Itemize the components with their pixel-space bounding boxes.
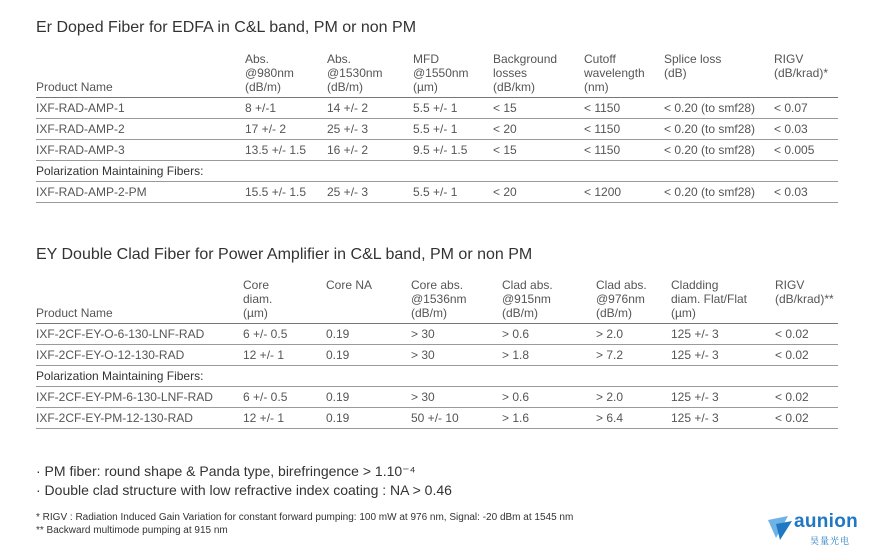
- header-line: losses: [493, 66, 528, 80]
- footnote-rigv: * RIGV : Radiation Induced Gain Variation for constant forward pumping: 100 mW at 976 nm, Signal: -20 dBm at 1545 nm: [36, 512, 574, 523]
- table-row: [36, 345, 838, 366]
- table-cell: 25 +/- 3: [327, 182, 413, 203]
- header-line: Product Name: [36, 306, 113, 320]
- table-cell: 0.19: [326, 324, 411, 345]
- header-line: (nm): [584, 80, 609, 94]
- col-abs-1530: [327, 52, 413, 98]
- table-cell: 17 +/- 2: [245, 119, 327, 140]
- table-cell: IXF-2CF-EY-PM-6-130-LNF-RAD: [36, 387, 243, 408]
- col-core-abs: [411, 278, 502, 324]
- table-header-row: [36, 52, 838, 98]
- table-cell: < 0.20 (to smf28): [664, 140, 774, 161]
- header-line: (dB/m): [596, 306, 632, 320]
- table-cell: > 1.6: [502, 408, 596, 429]
- pm-section-label: [36, 366, 838, 387]
- table-row: [36, 182, 838, 203]
- table-cell: 13.5 +/- 1.5: [245, 140, 327, 161]
- table-cell: < 0.20 (to smf28): [664, 98, 774, 119]
- header-line: MFD: [413, 52, 439, 66]
- col-abs-980: [245, 52, 327, 98]
- section2-title: EY Double Clad Fiber for Power Amplifier in C&L band, PM or non PM: [36, 246, 533, 263]
- header-line: diam.: [243, 292, 273, 306]
- table-cell: IXF-RAD-AMP-3: [36, 140, 245, 161]
- table-cell: 6 +/- 0.5: [243, 387, 326, 408]
- col-core-na: [326, 278, 411, 324]
- header-line: @1530nm: [327, 66, 383, 80]
- header-line: (µm): [243, 306, 268, 320]
- header-line: [775, 306, 834, 320]
- header-line: RIGV: [774, 52, 804, 66]
- table-cell: 6 +/- 0.5: [243, 324, 326, 345]
- header-line: Background: [493, 52, 558, 66]
- ey-double-clad-table: [36, 278, 838, 429]
- table-cell: < 0.02: [775, 324, 838, 345]
- table-cell: < 0.02: [775, 345, 838, 366]
- table-cell: > 30: [411, 387, 502, 408]
- table-cell: 5.5 +/- 1: [413, 119, 493, 140]
- table-cell: < 0.20 (to smf28): [664, 119, 774, 140]
- header-line: Product Name: [36, 80, 113, 94]
- table-cell: Polarization Maintaining Fibers:: [36, 366, 838, 387]
- header-line: (dB/krad)*: [774, 66, 829, 80]
- table-cell: 15.5 +/- 1.5: [245, 182, 327, 203]
- table-cell: IXF-2CF-EY-PM-12-130-RAD: [36, 408, 243, 429]
- table-cell: > 7.2: [596, 345, 671, 366]
- table-cell: < 0.02: [775, 387, 838, 408]
- col-clad-abs-976: [596, 278, 671, 324]
- table-cell: 0.19: [326, 345, 411, 366]
- header-line: Core abs.: [411, 278, 464, 292]
- table-row: [36, 140, 838, 161]
- footnotes: [36, 511, 573, 537]
- pm-section-label: [36, 161, 838, 182]
- logo-wordmark: aunion: [794, 511, 859, 532]
- table-cell: 12 +/- 1: [243, 345, 326, 366]
- table-row: [36, 119, 838, 140]
- table-cell: < 15: [493, 98, 584, 119]
- header-line: (µm): [671, 306, 696, 320]
- col-clad-abs-915: [502, 278, 596, 324]
- col-mfd: [413, 52, 493, 98]
- header-line: Abs.: [327, 52, 352, 66]
- table-cell: IXF-RAD-AMP-1: [36, 98, 245, 119]
- aunion-logo: [766, 510, 866, 546]
- col-product-name: [36, 278, 243, 324]
- note-pm-fiber: · PM fiber: round shape & Panda type, birefringence > 1.10⁻⁴: [36, 463, 416, 479]
- table-cell: 14 +/- 2: [327, 98, 413, 119]
- table-cell: < 0.03: [774, 182, 838, 203]
- table-cell: IXF-2CF-EY-O-12-130-RAD: [36, 345, 243, 366]
- col-background-losses: [493, 52, 584, 98]
- table-cell: 125 +/- 3: [671, 408, 775, 429]
- table-row: [36, 324, 838, 345]
- header-line: @915nm: [502, 292, 551, 306]
- table-cell: 8 +/-1: [245, 98, 327, 119]
- col-core-diam: [243, 278, 326, 324]
- header-line: (dB/m): [245, 80, 281, 94]
- header-line: Core: [243, 278, 270, 292]
- table-cell: 0.19: [326, 387, 411, 408]
- table-cell: 125 +/- 3: [671, 324, 775, 345]
- table-cell: > 0.6: [502, 387, 596, 408]
- table-cell: IXF-RAD-AMP-2: [36, 119, 245, 140]
- header-line: (dB/m): [411, 306, 447, 320]
- table-cell: < 1150: [584, 98, 664, 119]
- header-line: Clad abs.: [596, 278, 647, 292]
- header-line: @1536nm: [411, 292, 467, 306]
- header-line: Cutoff: [584, 52, 616, 66]
- table-cell: 50 +/- 10: [411, 408, 502, 429]
- table-row: [36, 408, 838, 429]
- header-line: (dB): [664, 66, 687, 80]
- header-line: Abs.: [245, 52, 270, 66]
- header-line: [664, 80, 770, 94]
- table-cell: < 0.03: [774, 119, 838, 140]
- header-line: (dB/m): [502, 306, 538, 320]
- header-line: Core NA: [326, 278, 373, 292]
- table-cell: < 20: [493, 182, 584, 203]
- col-rigv: [774, 52, 838, 98]
- table-cell: > 2.0: [596, 387, 671, 408]
- table-cell: 16 +/- 2: [327, 140, 413, 161]
- col-cladding-diam: [671, 278, 775, 324]
- table-cell: 125 +/- 3: [671, 345, 775, 366]
- table-cell: IXF-RAD-AMP-2-PM: [36, 182, 245, 203]
- table-cell: < 20: [493, 119, 584, 140]
- table-cell: < 1150: [584, 140, 664, 161]
- table-row: [36, 98, 838, 119]
- table-cell: > 2.0: [596, 324, 671, 345]
- header-line: @976nm: [596, 292, 645, 306]
- table-cell: Polarization Maintaining Fibers:: [36, 161, 838, 182]
- col-rigv: [775, 278, 838, 324]
- header-line: diam. Flat/Flat: [671, 292, 748, 306]
- table-cell: > 0.6: [502, 324, 596, 345]
- table-cell: < 0.07: [774, 98, 838, 119]
- table-cell: 5.5 +/- 1: [413, 98, 493, 119]
- table-cell: 25 +/- 3: [327, 119, 413, 140]
- table-cell: < 0.005: [774, 140, 838, 161]
- header-line: RIGV: [775, 278, 805, 292]
- footnote-pumping: ** Backward multimode pumping at 915 nm: [36, 525, 228, 536]
- edfa-table: [36, 52, 838, 203]
- header-line: wavelength: [584, 66, 645, 80]
- table-cell: 125 +/- 3: [671, 387, 775, 408]
- header-line: (dB/m): [327, 80, 363, 94]
- col-product-name: [36, 52, 245, 98]
- table-cell: 12 +/- 1: [243, 408, 326, 429]
- table-cell: IXF-2CF-EY-O-6-130-LNF-RAD: [36, 324, 243, 345]
- col-cutoff: [584, 52, 664, 98]
- table-row: [36, 387, 838, 408]
- table-cell: > 1.8: [502, 345, 596, 366]
- table-cell: < 1150: [584, 119, 664, 140]
- note-double-clad: · Double clad structure with low refractive index coating : NA > 0.46: [36, 482, 452, 498]
- table-cell: < 1200: [584, 182, 664, 203]
- logo-subtitle: 昊量光电: [810, 536, 851, 546]
- table-cell: 5.5 +/- 1: [413, 182, 493, 203]
- table-cell: > 30: [411, 345, 502, 366]
- table-cell: 9.5 +/- 1.5: [413, 140, 493, 161]
- header-line: Clad abs.: [502, 278, 553, 292]
- header-line: @1550nm: [413, 66, 469, 80]
- header-line: Cladding: [671, 278, 719, 292]
- header-line: Splice loss: [664, 52, 722, 66]
- col-splice-loss: [664, 52, 774, 98]
- table-cell: > 6.4: [596, 408, 671, 429]
- header-line: @980nm: [245, 66, 294, 80]
- table-cell: < 0.20 (to smf28): [664, 182, 774, 203]
- section1-title: Er Doped Fiber for EDFA in C&L band, PM or non PM: [36, 19, 417, 36]
- table-cell: < 0.02: [775, 408, 838, 429]
- header-line: (dB/krad)**: [775, 292, 834, 306]
- header-line: [774, 80, 834, 94]
- logo-mark-icon: [766, 512, 794, 542]
- table-cell: < 15: [493, 140, 584, 161]
- table-cell: > 30: [411, 324, 502, 345]
- header-line: (dB/km): [493, 80, 535, 94]
- header-line: (µm): [413, 80, 438, 94]
- notes-list: [36, 462, 452, 500]
- table-cell: 0.19: [326, 408, 411, 429]
- table-header-row: [36, 278, 838, 324]
